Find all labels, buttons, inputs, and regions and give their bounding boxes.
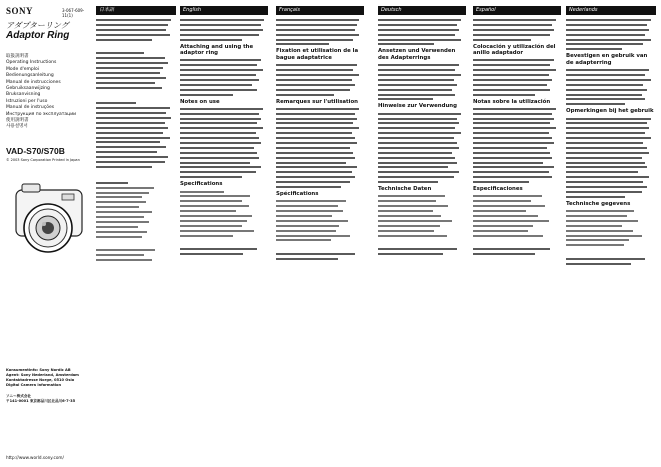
section-heading: Notes on use bbox=[180, 98, 220, 105]
section-heading: Fixation et utilisation de la bague adaptatrice bbox=[276, 48, 359, 61]
german-specs bbox=[378, 195, 466, 255]
section-heading: Technische Daten bbox=[378, 186, 432, 193]
dutch-body-1 bbox=[566, 69, 656, 105]
part-number: 3-067-609-11(1) bbox=[62, 8, 85, 18]
dutch-intro bbox=[566, 19, 656, 50]
english-body-1 bbox=[180, 59, 268, 95]
contact-line: Digital Camera information bbox=[6, 383, 62, 387]
section-heading: Bevestigen en gebruik van de adapterring bbox=[566, 53, 648, 66]
contact-info bbox=[6, 368, 90, 404]
manual-languages-list bbox=[6, 54, 76, 131]
manual-language: 使用說明書 bbox=[6, 118, 29, 124]
model-number: VAD-S70/S70B bbox=[6, 146, 65, 156]
dutch-body-2 bbox=[566, 118, 656, 198]
section-heading: Attaching and using the adaptor ring bbox=[180, 43, 254, 56]
manual-language: Mode d'emploi bbox=[6, 66, 40, 72]
jp-body-text bbox=[96, 19, 176, 261]
contact-line: Konsumentinfo: Sony Nordic AB bbox=[6, 368, 71, 372]
manual-language: Istruzioni per l'uso bbox=[6, 98, 48, 104]
manual-language: Gebruiksaanwijzing bbox=[6, 86, 50, 92]
section-heading: Technische gegevens bbox=[566, 200, 631, 207]
tab-spanish: Español bbox=[473, 6, 561, 15]
contact-line: ソニー株式会社 bbox=[6, 394, 32, 398]
french-body-2 bbox=[276, 108, 364, 188]
dutch-specs bbox=[566, 210, 656, 265]
english-specs bbox=[180, 191, 268, 256]
section-heading: Ansetzen und Verwenden des Adapterrings bbox=[378, 48, 456, 61]
french-intro bbox=[276, 19, 364, 45]
section-heading: Opmerkingen bij het gebruik bbox=[566, 108, 654, 115]
manual-language: Bruksanvisning bbox=[6, 92, 41, 98]
brand-logo: SONY bbox=[6, 6, 34, 16]
manual-language: Manual de instruções bbox=[6, 105, 55, 111]
manual-language: Инструкция по эксплуатации bbox=[6, 111, 77, 117]
section-heading: Hinweise zur Verwendung bbox=[378, 103, 457, 110]
title-english: Adaptor Ring bbox=[6, 30, 70, 41]
title-japanese: アダプターリング bbox=[6, 21, 69, 30]
copyright: © 2003 Sony Corporation Printed in Japan bbox=[6, 158, 80, 162]
contact-line: Kontaktadresse Norge, 0510 Oslo bbox=[6, 378, 75, 382]
section-heading: Especificaciones bbox=[473, 186, 523, 193]
section-heading: Notas sobre la utilización bbox=[473, 98, 551, 105]
tab-english: English bbox=[180, 6, 268, 15]
spanish-body-2 bbox=[473, 108, 561, 183]
japanese-text-column bbox=[96, 6, 176, 461]
section-heading: Remarques sur l'utilisation bbox=[276, 98, 359, 105]
manual-language: Operating Instructions bbox=[6, 60, 57, 66]
french-column bbox=[276, 6, 364, 461]
manual-language: Manual de instrucciones bbox=[6, 79, 61, 85]
section-heading: Spécifications bbox=[276, 191, 319, 198]
camera-illustration bbox=[10, 180, 90, 260]
english-body-2 bbox=[180, 108, 268, 178]
spanish-specs bbox=[473, 195, 561, 255]
section-heading: Colocación y utilización del anillo adaptador bbox=[473, 43, 556, 56]
manual-language: 사용설명서 bbox=[6, 124, 28, 130]
manual-language: 取扱説明書 bbox=[6, 54, 29, 59]
german-body-2 bbox=[378, 113, 466, 183]
website-url: http://www.world.sony.com/ bbox=[6, 455, 64, 460]
jp-tab: 日本語 bbox=[96, 6, 176, 15]
contact-line: 〒141-0001 東京都品川区北品川6-7-35 bbox=[6, 399, 76, 403]
french-specs bbox=[276, 200, 364, 260]
dutch-column bbox=[566, 6, 656, 461]
tab-german: Deutsch bbox=[378, 6, 466, 15]
german-column bbox=[378, 6, 466, 461]
german-intro bbox=[378, 19, 466, 45]
tab-french: Français bbox=[276, 6, 364, 15]
tab-dutch: Nederlands bbox=[566, 6, 656, 15]
spanish-body-1 bbox=[473, 59, 561, 95]
german-body-1 bbox=[378, 64, 466, 100]
spanish-column bbox=[473, 6, 561, 461]
manual-language: Bedienungsanleitung bbox=[6, 73, 54, 79]
section-heading: Specifications bbox=[180, 181, 223, 188]
spanish-intro bbox=[473, 19, 561, 41]
contact-line: Agent: Sony Nederland, Amsterdam bbox=[6, 373, 79, 377]
english-column bbox=[180, 6, 268, 461]
french-body-1 bbox=[276, 64, 364, 95]
english-intro bbox=[180, 19, 268, 41]
